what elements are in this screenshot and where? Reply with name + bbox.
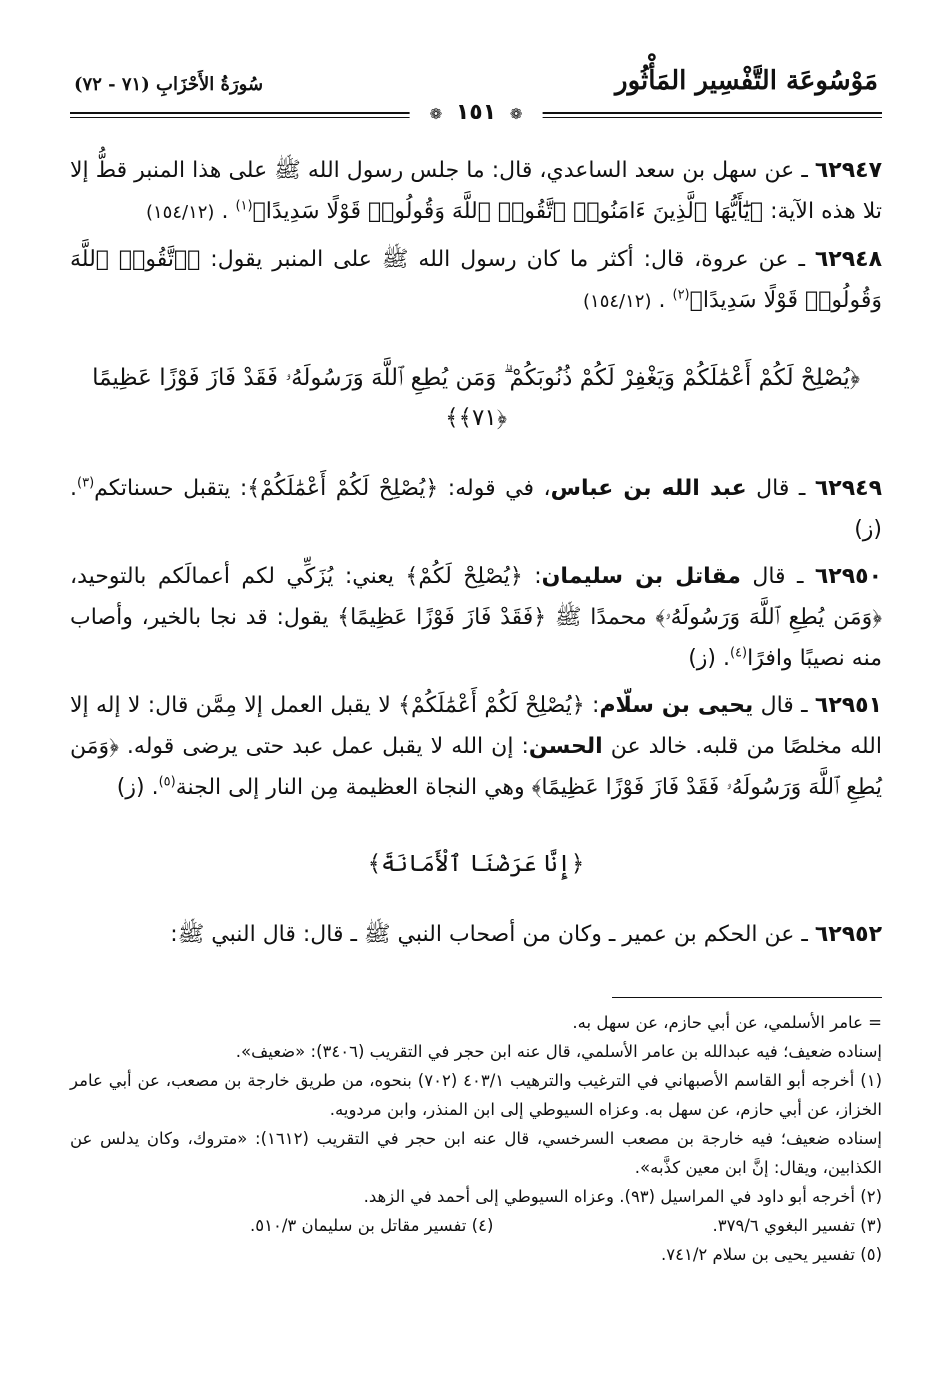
quran-quote: ﴿يَٰٓأَيُّهَا ٱلَّذِينَ ءَامَنُوا۟ ٱتَّقُوا۟ ٱللَّهَ وَقُولُوا۟ قَوْلًا سَدِيدًا﴾ (252, 199, 764, 224)
footnote-marker: (٤) (729, 645, 748, 661)
narrator-name: الحسن (528, 734, 603, 759)
ornament-icon: ❁ (429, 105, 443, 123)
narration-text: يقول: قد نجا بالخير، وأصاب منه نصيبًا وافرًا (70, 605, 882, 671)
narration-number: ٦٢٩٤٧ (814, 158, 882, 183)
narration-text: ـ قال (753, 693, 808, 718)
book-title: مَوْسُوعَة التَّفْسِير المَأْثُور (615, 66, 878, 96)
narration-tail: . (ز) (70, 476, 882, 542)
footnote-1-grading: إسناده ضعيف؛ فيه خارجة بن مصعب السرخسي، قال عنه ابن حجر في التقريب (١٦١٢): «متروك، وكان يدلس عن الكذابين، ويقال: إنَّ ابن معين كذَّبه». (70, 1129, 882, 1177)
narration-text: : (584, 693, 600, 718)
narrator-name: يحيى بن سلّام (599, 693, 754, 718)
surah-title: سُورَةُ الأَحْزَابِ (٧١ - ٧٢) (74, 74, 264, 95)
narration-62952 (70, 914, 882, 955)
narration-number: ٦٢٩٤٩ (814, 476, 883, 501)
ayah-heading-71: ﴿يُصْلِحْ لَكُمْ أَعْمَٰلَكُمْ وَيَغْفِرْ لَكُمْ ذُنُوبَكُمْ ۗ وَمَن يُطِعِ ٱللَّهَ وَرَسُولَهُۥ فَقَدْ فَازَ فَوْزًا عَظِيمًا ﴿٧١﴾﴾ (92, 365, 860, 431)
footnote-row (70, 1211, 882, 1240)
footnote-marker: (٥) (158, 774, 176, 790)
narration-text: ـ قال (746, 476, 806, 501)
ayah-heading-72: ﴿إِنَّا عَرَضْنَا ٱلْأَمَانَةَ﴾ (367, 851, 585, 877)
page-number: ١٥١ (455, 100, 497, 125)
quran-quote: ﴿فَقَدْ فَازَ فَوْزًا عَظِيمًا﴾ (337, 605, 547, 630)
quran-quote: ﴿وَمَن يُطِعِ ٱللَّهَ وَرَسُولَهُۥ فَقَدْ فَازَ فَوْزًا عَظِيمًا﴾ (70, 734, 882, 800)
narration-tail: . (221, 199, 229, 224)
footnote-continued: إسناده ضعيف؛ فيه عبدالله بن عامر الأسلمي، قال عنه ابن حجر في التقريب (٣٤٠٦): «ضعيف». (235, 1042, 882, 1061)
narration-number: ٦٢٩٥١ (814, 693, 883, 718)
narration-text: ـ عن الحكم بن عمير ـ وكان من أصحاب النبي ﷺ ـ قال: قال النبي ﷺ: (170, 922, 808, 947)
footnote-1: (١) أخرجه أبو القاسم الأصبهاني في الترغيب والترهيب ٤٠٣/١ (٧٠٢) بنحوه، من طريق خارجة بن مصعب، عن أبي عامر الخزاز، عن أبي حازم، عن سهل به. وعزاه السيوطي إلى ابن المنذر، وابن مردويه. (70, 1071, 882, 1119)
narration-text: ، في قوله: (438, 476, 551, 501)
footnotes (70, 1008, 882, 1269)
narrator-name: عبد الله بن عباس (550, 476, 747, 501)
narration-text: : يتقبل حسناتكم (94, 476, 248, 501)
narration-62951 (70, 685, 882, 808)
book-page (70, 60, 882, 1360)
footnote-2: (٢) أخرجه أبو داود في المراسيل (٩٣). وعزاه السيوطي إلى أحمد في الزهد. (363, 1187, 882, 1206)
footnote-marker: (٢) (672, 287, 690, 303)
narration-tail: . (658, 288, 666, 313)
footnote-marker: (٣) (77, 475, 95, 491)
narration-number: ٦٢٩٥٢ (814, 922, 882, 947)
footnote-separator (612, 997, 882, 998)
footnote-continued: = عامر الأسلمي، عن أبي حازم، عن سهل به. (572, 1013, 882, 1032)
narration-62950 (70, 556, 882, 679)
narration-text: ـ عن عروة، قال: أكثر ما كان رسول الله ﷺ على المنبر يقول: (200, 247, 805, 272)
narration-62949 (70, 468, 882, 550)
narration-tail: . (ز) (116, 775, 159, 800)
narration-text: ـ عن سهل بن سعد الساعدي، قال: ما جلس رسول الله ﷺ على هذا المنبر قطُّ إلا تلا هذه الآية: (70, 158, 882, 224)
narration-text: : إن الله لا يقبل عمل عبد حتى يرضى قوله. (118, 734, 529, 759)
narration-tail: . (ز) (688, 646, 730, 671)
quran-quote: ﴿يُصْلِحْ لَكُمْ﴾ (405, 564, 523, 589)
narration-62947 (70, 150, 882, 233)
cross-reference: (١٥٤/١٢) (583, 291, 652, 312)
narration-number: ٦٢٩٥٠ (814, 564, 882, 589)
footnote-5: (٥) تفسير يحيى بن سلام ٧٤١/٢. (661, 1245, 882, 1264)
page-number-block (410, 100, 543, 125)
footnote-3: (٣) تفسير البغوي ٣٧٩/٦. (712, 1216, 882, 1235)
narrator-name: مقاتل بن سليمان (541, 564, 741, 589)
narration-62948 (70, 239, 882, 322)
quran-quote: ﴿يُصْلِحْ لَكُمْ أَعْمَٰلَكُمْ﴾ (398, 693, 585, 718)
narration-text: وهي النجاة العظيمة مِن النار إلى الجنة (175, 775, 532, 800)
quran-quote: ﴿يُصْلِحْ لَكُمْ أَعْمَٰلَكُمْ﴾ (247, 476, 439, 501)
footnote-4: (٤) تفسير مقاتل بن سليمان ٥١٠/٣. (250, 1216, 494, 1235)
narration-text: ـ قال (740, 564, 804, 589)
narration-text: لا يقبل العمل إلا مِمَّن قال: لا إله إلا الله مخلصًا من قلبه. خالد عن (70, 693, 882, 759)
quran-quote: ﴿وَمَن يُطِعِ ٱللَّهَ وَرَسُولَهُۥ﴾ (655, 605, 883, 630)
narration-text: : (522, 564, 542, 589)
narration-text: محمدًا ﷺ (546, 605, 656, 630)
narration-number: ٦٢٩٤٨ (814, 247, 882, 272)
main-text (70, 150, 882, 961)
narration-text: يعني: يُزَكِّي لكم أعمالَكم بالتوحيد، (70, 564, 406, 589)
quran-quote: ﴿ٱتَّقُوا۟ ٱللَّهَ وَقُولُوا۟ قَوْلًا سَدِيدًا﴾ (70, 247, 882, 313)
ornament-icon: ❁ (509, 105, 523, 123)
cross-reference: (١٥٤/١٢) (145, 202, 215, 223)
footnote-marker: (١) (235, 198, 253, 214)
